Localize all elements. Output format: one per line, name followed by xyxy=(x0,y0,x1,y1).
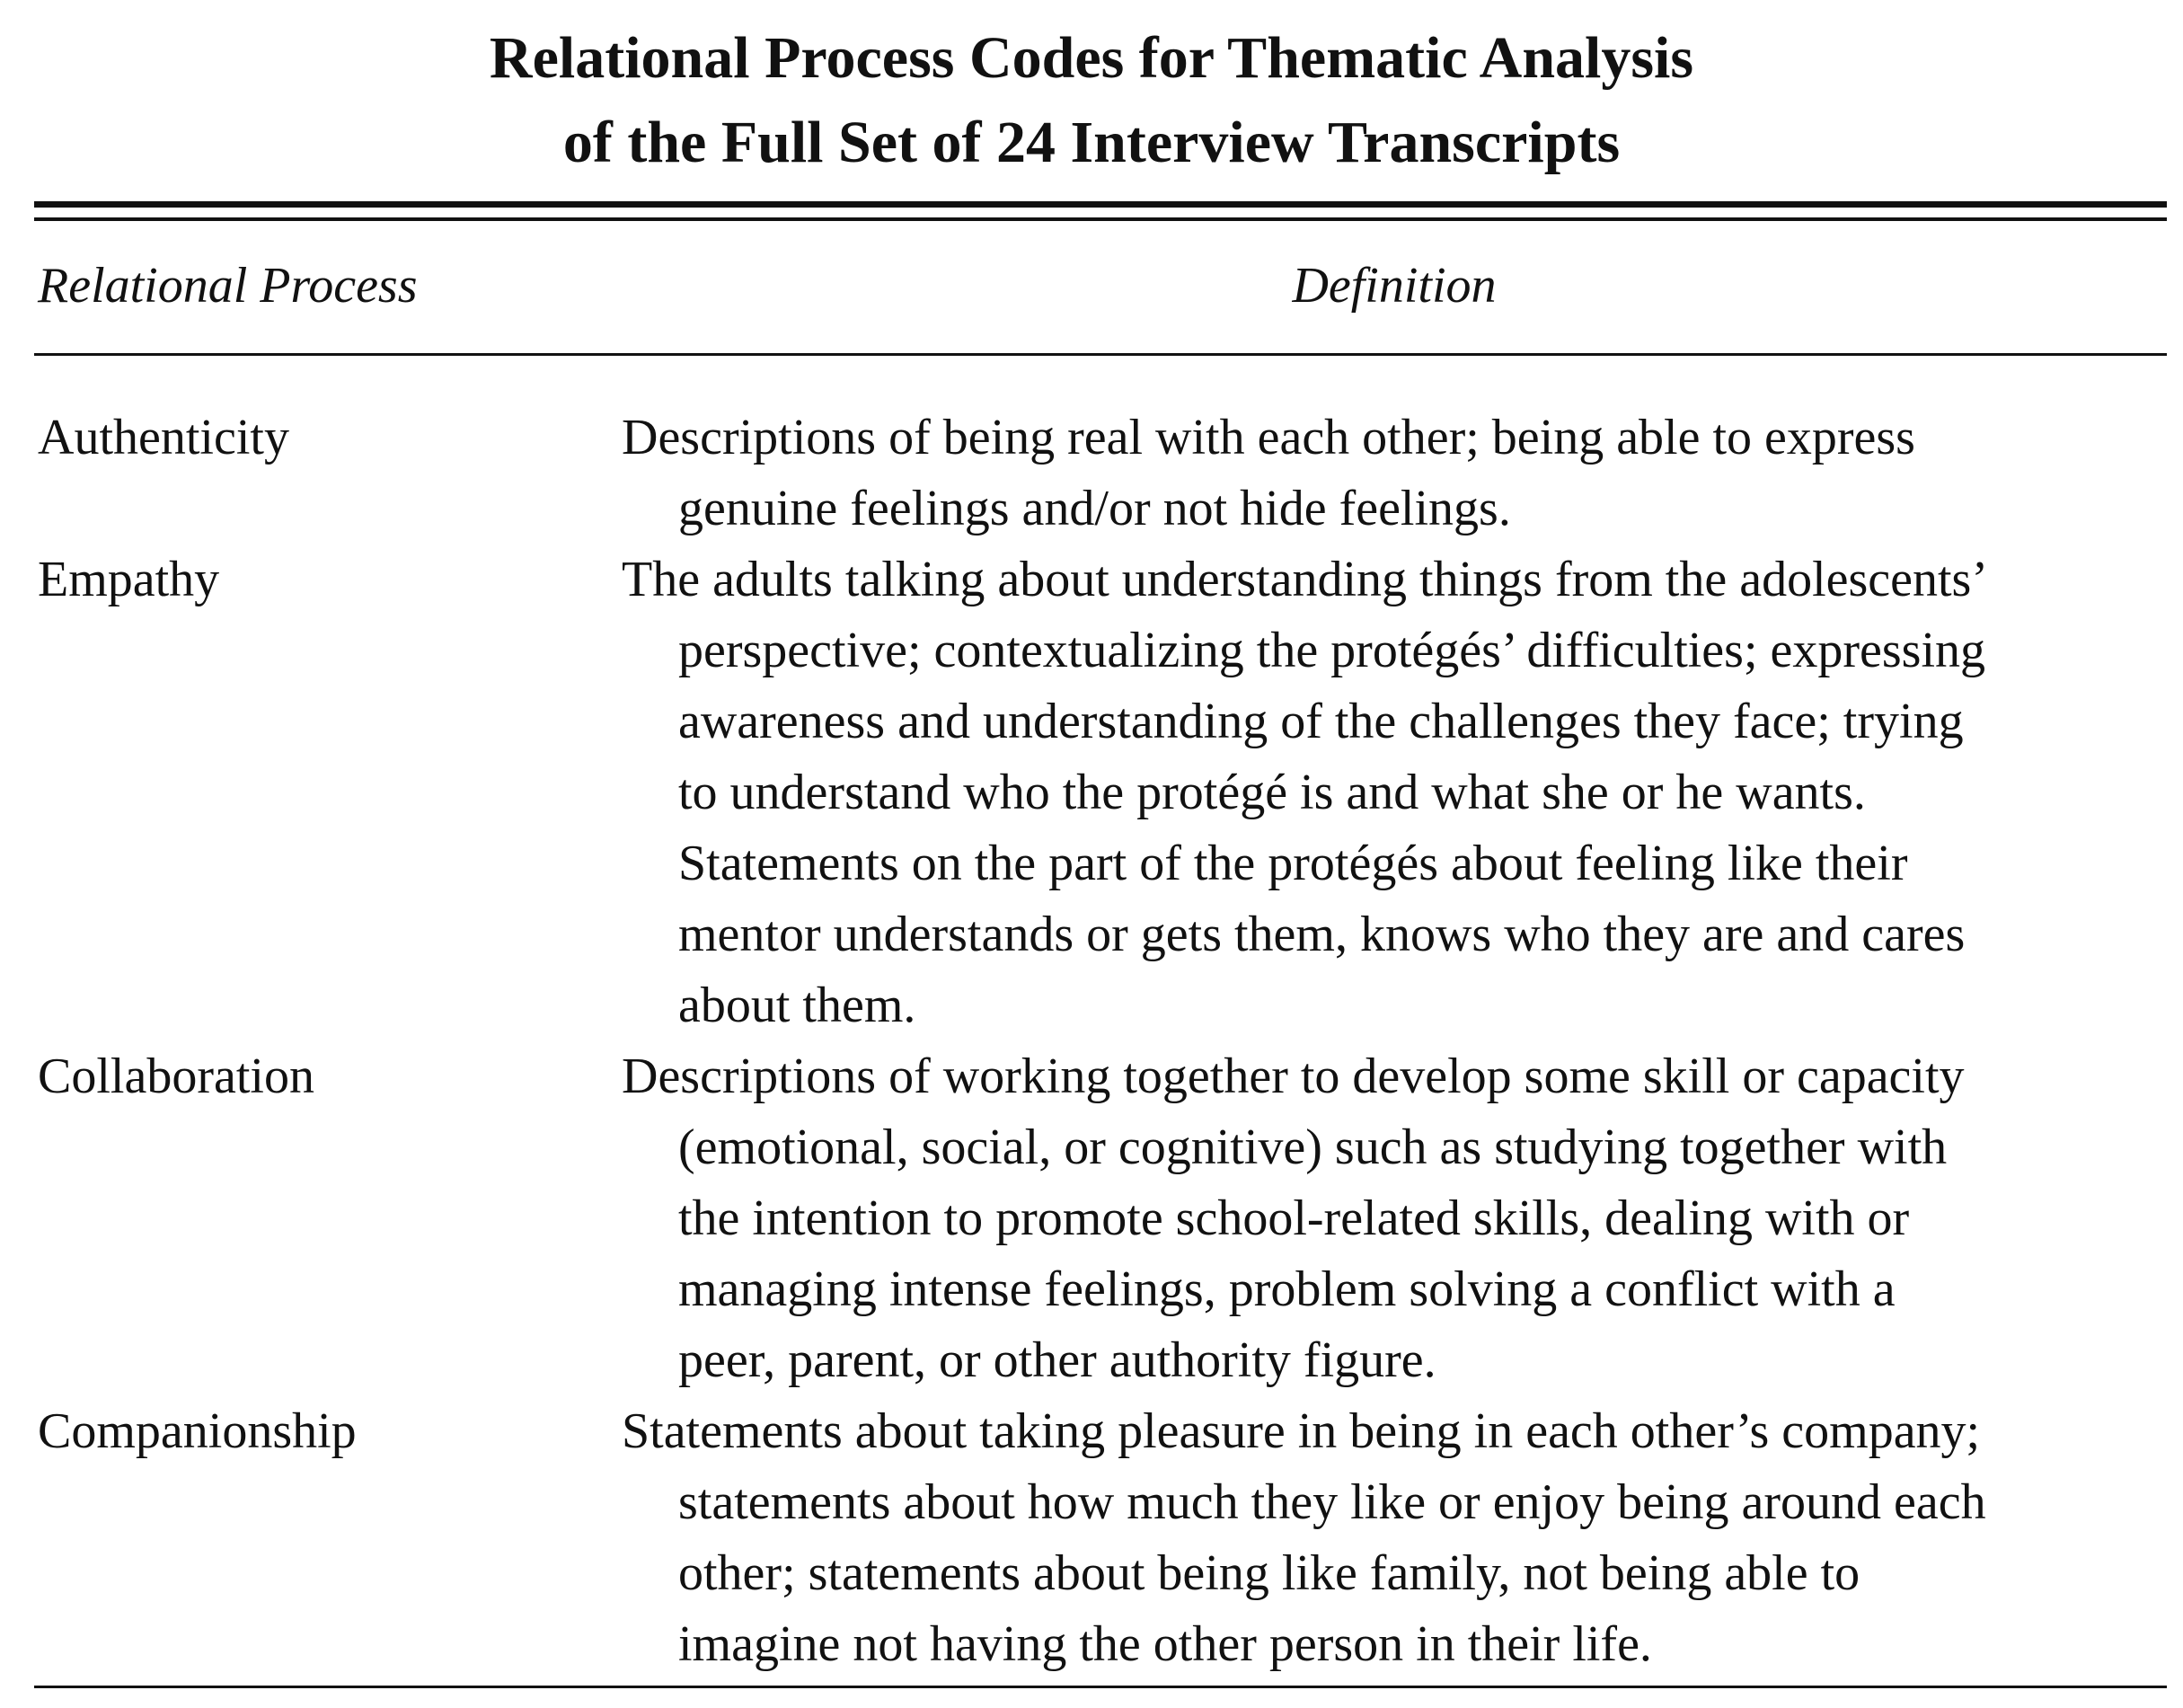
definition-line: to understand who the protégé is and what she or he wants. xyxy=(678,765,1866,820)
table-row-authenticity xyxy=(0,403,2183,544)
row-definition xyxy=(622,544,2153,1041)
definition-line: Statements on the part of the protégés about feeling like their xyxy=(678,836,1908,891)
definition-line: The adults talking about understanding things from the adolescents’ xyxy=(622,552,1988,607)
row-definition xyxy=(622,403,2153,544)
column-header-relational-process: Relational Process xyxy=(38,258,418,314)
definition-line: mentor understands or gets them, knows who they are and cares xyxy=(678,907,1966,962)
definition-line: statements about how much they like or enjoy being around each xyxy=(678,1474,1986,1530)
definition-line: genuine feelings and/or not hide feelings. xyxy=(678,481,1511,536)
table-title xyxy=(0,16,2183,185)
definition-line: imagine not having the other person in their life. xyxy=(678,1616,1652,1672)
definition-line: awareness and understanding of the challenges they face; trying xyxy=(678,694,1964,749)
definition-line: managing intense feelings, problem solving a conflict with a xyxy=(678,1261,1896,1317)
definition-line: about them. xyxy=(678,978,916,1033)
header-rule xyxy=(34,353,2167,356)
table-row-collaboration xyxy=(0,1041,2183,1396)
definition-line: (emotional, social, or cognitive) such as studying together with xyxy=(678,1119,1948,1175)
definition-line: Descriptions of working together to develop some skill or capacity xyxy=(622,1049,1965,1104)
table-row-empathy xyxy=(0,544,2183,1041)
definition-line: perspective; contextualizing the protégés’ difficulties; expressing xyxy=(678,623,1986,678)
table-title-line-1: Relational Process Codes for Thematic Analysis xyxy=(489,25,1694,91)
column-header-definition: Definition xyxy=(1292,258,1497,314)
row-term: Authenticity xyxy=(38,410,289,465)
bottom-rule xyxy=(34,1686,2167,1688)
top-thin-rule xyxy=(34,217,2167,221)
top-thick-rule xyxy=(34,201,2167,208)
definition-line: the intention to promote school-related skills, dealing with or xyxy=(678,1190,1910,1246)
definition-line: Descriptions of being real with each other; being able to express xyxy=(622,410,1915,465)
row-term: Companionship xyxy=(38,1403,357,1459)
table-row-companionship xyxy=(0,1396,2183,1680)
definition-line: peer, parent, or other authority figure. xyxy=(678,1332,1436,1388)
definition-line: Statements about taking pleasure in being in each other’s company; xyxy=(622,1403,1981,1459)
row-term: Empathy xyxy=(38,552,220,607)
table-title-line-2: of the Full Set of 24 Interview Transcripts xyxy=(562,110,1621,175)
row-definition xyxy=(622,1041,2153,1396)
definition-line: other; statements about being like family, not being able to xyxy=(678,1545,1860,1601)
row-definition xyxy=(622,1396,2153,1680)
table-body xyxy=(0,403,2183,1680)
row-term: Collaboration xyxy=(38,1049,314,1104)
